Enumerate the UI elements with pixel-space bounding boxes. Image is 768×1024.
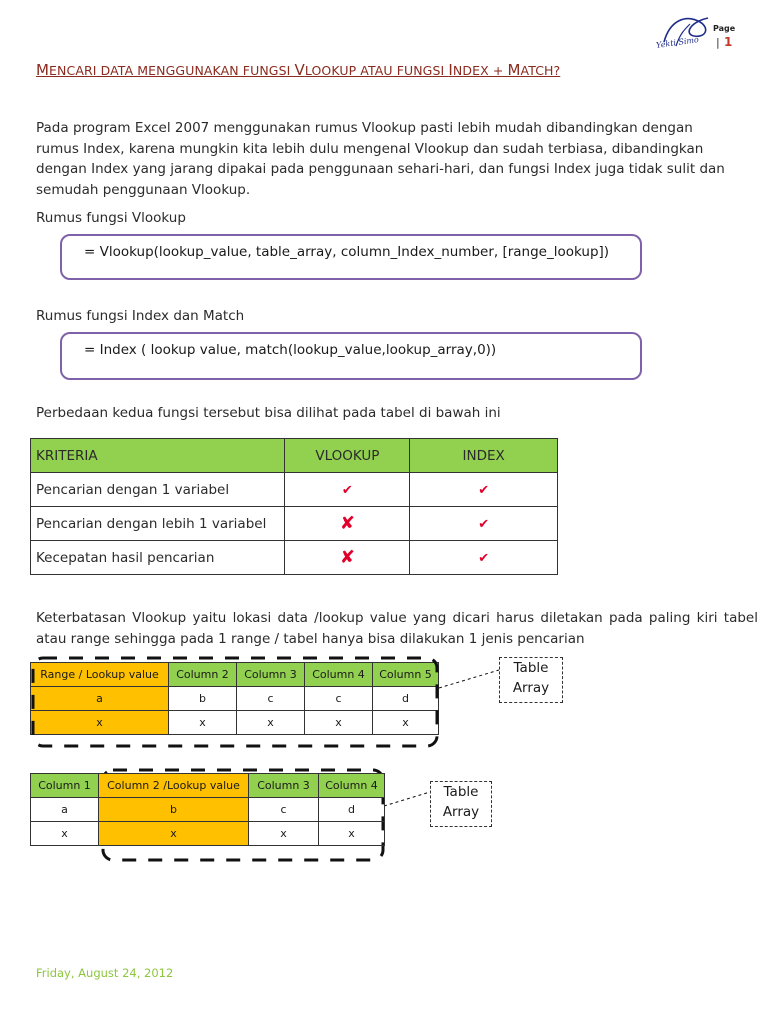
lookup-column-header: Range / Lookup value (31, 663, 169, 687)
lookup-cell: x (99, 822, 249, 846)
compare-label: Perbedaan kedua fungsi tersebut bisa dilihat pada tabel di bawah ini (36, 405, 501, 421)
table-cell: c (305, 687, 373, 711)
table-cell: b (169, 687, 237, 711)
lookup-cell: x (31, 711, 169, 735)
index-formula: = Index ( lookup value, match(lookup_value,lookup_array,0)) (84, 342, 497, 358)
callout-line: Table (513, 660, 549, 676)
title-part: NDEX + (452, 63, 508, 78)
check-icon: ✔ (478, 516, 490, 532)
vlookup-formula: = Vlookup(lookup_value, table_array, column_Index_number, [range_lookup]) (84, 244, 610, 260)
callout-connector-2 (384, 792, 430, 806)
table-array-callout-1 (499, 657, 563, 703)
index-label: Rumus fungsi Index dan Match (36, 308, 245, 324)
lookup-cell: a (31, 687, 169, 711)
column-header: Column 4 (319, 774, 385, 798)
check-icon: ✔ (478, 482, 490, 498)
header-vlookup: VLOOKUP (285, 439, 410, 473)
check-icon: ✔ (478, 550, 490, 566)
table-header-row (31, 774, 385, 798)
lookup-cell: b (99, 798, 249, 822)
table-cell: a (31, 798, 99, 822)
table-cell: x (31, 822, 99, 846)
cross-icon: ✘ (339, 547, 355, 568)
table-cell: x (249, 822, 319, 846)
footer-date: Friday, August 24, 2012 (36, 966, 174, 980)
table-cell: x (373, 711, 439, 735)
header-criteria: KRITERIA (31, 439, 285, 473)
header-index: INDEX (410, 439, 558, 473)
page-number: 1 (724, 35, 733, 49)
table-row (31, 798, 385, 822)
table-cell: x (305, 711, 373, 735)
table-array-callout-2 (430, 781, 492, 827)
table-row (31, 822, 385, 846)
criteria-cell: Pencarian dengan 1 variabel (31, 473, 285, 507)
callout-line: Array (512, 680, 550, 696)
table-cell: x (237, 711, 305, 735)
column-header: Column 4 (305, 663, 373, 687)
check-icon: ✔ (341, 482, 353, 498)
title-part: M (507, 61, 521, 79)
column-header: Column 5 (373, 663, 439, 687)
column-header: Column 2 (169, 663, 237, 687)
example-table-2 (30, 773, 385, 846)
column-header: Column 1 (31, 774, 99, 798)
table-cell: x (319, 822, 385, 846)
table-cell: c (237, 687, 305, 711)
page-label: Page (713, 24, 736, 33)
page-separator: | (716, 36, 720, 49)
vlookup-label: Rumus fungsi Vlookup (36, 210, 186, 226)
title-part: V (294, 61, 305, 79)
callout-line: Array (442, 804, 480, 820)
callout-connector-1 (439, 670, 499, 688)
lookup-column-header: Column 2 /Lookup value (99, 774, 249, 798)
intro-paragraph: Pada program Excel 2007 menggunakan rumus Vlookup pasti lebih mudah dibandingkan dengan rumus Index, karena mungkin kita lebih dulu mengenal Vlookup dan sudah terbiasa, dibandingkan dengan Index yang jarang dipakai pada penggunaan sehari-hari, dan fungsi Index juga tidak sulit dan semudah penggunaan Vlookup. (36, 120, 725, 198)
callout-line: Table (443, 784, 479, 800)
title-part: LOOKUP ATAU FUNGSI (304, 63, 449, 78)
table-cell: x (169, 711, 237, 735)
column-header: Column 3 (249, 774, 319, 798)
column-header: Column 3 (237, 663, 305, 687)
title-part: ATCH? (520, 63, 561, 78)
criteria-cell: Pencarian dengan lebih 1 variabel (31, 507, 285, 541)
title-part: I (448, 61, 453, 79)
cross-icon: ✘ (339, 513, 355, 534)
table-cell: c (249, 798, 319, 822)
table-array-bracket-1 (33, 658, 437, 746)
signature-text: Yekti Simo (655, 35, 700, 50)
table-cell: d (373, 687, 439, 711)
criteria-cell: Kecepatan hasil pencarian (31, 541, 285, 575)
limitation-paragraph: Keterbatasan Vlookup yaitu lokasi data /lookup value yang dicari harus diletakan pada paling kiri tabel atau range sehingga pada 1 range / tabel hanya bisa dilakukan 1 jenis pencarian (36, 610, 758, 647)
title-part: ENCARI DATA MENGGUNAKAN FUNGSI (49, 63, 295, 78)
table-cell: d (319, 798, 385, 822)
title-part: M (36, 61, 50, 79)
